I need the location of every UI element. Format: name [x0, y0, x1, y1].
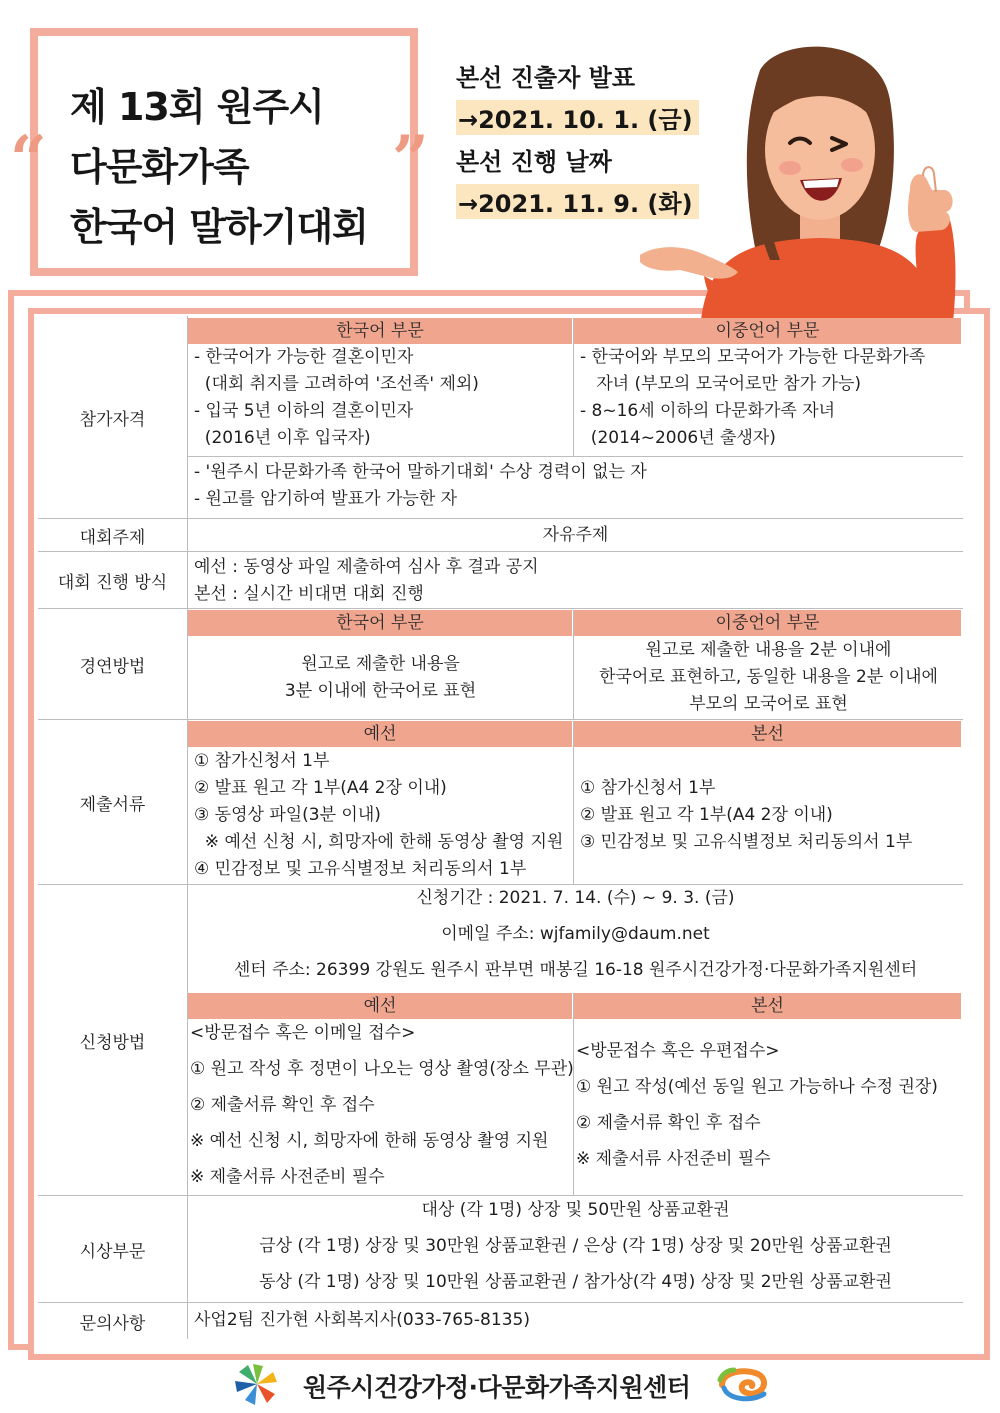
documents-prelim-line: ④ 민감정보 및 고유식별정보 처리동의서 1부: [194, 859, 527, 879]
application-prelim-line: ※ 예선 신청 시, 희망자에 한해 동영상 촬영 지원: [190, 1131, 549, 1151]
awards-row: [38, 1196, 963, 1303]
footer: [0, 1362, 1000, 1406]
contact-label: 문의사항: [38, 1303, 188, 1339]
eligibility-bilingual-line: (2014~2006년 출생자): [580, 428, 776, 448]
application-email: 이메일 주소: wjfamily@daum.net: [441, 924, 710, 944]
application-final-header: 본선: [574, 993, 961, 1019]
center-logo-swirl-icon: [714, 1366, 776, 1404]
center-name: 원주시건강가정·다문화가족지원센터: [303, 1373, 691, 1402]
final-round-label: 본선 진행 날짜: [456, 148, 612, 176]
documents-prelim-line: ※ 예선 신청 시, 희망자에 한해 동영상 촬영 지원: [194, 832, 564, 852]
row-divider: [188, 456, 963, 457]
eligibility-label: 참가자격: [38, 316, 188, 518]
documents-final-header: 본선: [574, 721, 961, 747]
contest-korean-header: 한국어 부문: [188, 610, 572, 636]
quote-close-mark: ”: [392, 122, 429, 197]
application-label: 신청방법: [38, 885, 188, 1195]
theme-value: 자유주제: [542, 525, 609, 545]
eligibility-bilingual-line: 자녀 (부모의 모국어로만 참가 가능): [580, 374, 861, 394]
method-line: 예선 : 동영상 파일 제출하여 심사 후 결과 공지: [194, 557, 539, 577]
application-prelim-line: ② 제출서류 확인 후 접수: [190, 1095, 375, 1115]
eligibility-bilingual-header: 이중언어 부문: [574, 318, 961, 344]
application-final-line: ② 제출서류 확인 후 접수: [576, 1113, 761, 1133]
documents-prelim-line: ① 참가신청서 1부: [194, 751, 330, 771]
column-divider: [573, 993, 574, 1196]
contest-korean-line: 원고로 제출한 내용을: [301, 654, 460, 674]
eligibility-korean-header: 한국어 부문: [188, 318, 572, 344]
theme-row: [38, 519, 963, 552]
title-line-2: 다문화가족: [70, 145, 249, 189]
contest-korean-line: 3분 이내에 한국어로 표현: [284, 681, 477, 701]
documents-prelim-line: ② 발표 원고 각 1부(A4 2장 이내): [194, 778, 447, 798]
contest-bilingual-line: 원고로 제출한 내용을 2분 이내에: [645, 640, 892, 660]
eligibility-korean-line: - 한국어가 가능한 결혼이민자: [194, 347, 414, 367]
title-line-3: 한국어 말하기대회: [70, 205, 368, 249]
eligibility-korean-line: (2016년 이후 입국자): [194, 428, 371, 448]
method-line: 본선 : 실시간 비대면 대회 진행: [194, 584, 424, 604]
contest-label: 경연방법: [38, 609, 188, 719]
contest-row: [38, 609, 963, 720]
final-list-label: 본선 진출자 발표: [456, 64, 635, 92]
documents-prelim-line: ③ 동영상 파일(3분 이내): [194, 805, 381, 825]
theme-label: 대회주제: [38, 519, 188, 551]
final-list-date: →2021. 10. 1. (금): [456, 100, 699, 135]
application-final-line: ① 원고 작성(예선 동일 원고 가능하나 수정 권장): [576, 1077, 938, 1097]
application-final-line: ※ 제출서류 사전준비 필수: [576, 1149, 771, 1169]
contest-bilingual-header: 이중언어 부문: [574, 610, 961, 636]
application-prelim-line: ① 원고 작성 후 정면이 나오는 영상 촬영(장소 무관): [190, 1059, 574, 1079]
documents-label: 제출서류: [38, 720, 188, 884]
eligibility-bilingual-line: - 8~16세 이하의 다문화가족 자녀: [580, 401, 836, 421]
eligibility-common-line: - 원고를 암기하여 발표가 가능한 자: [194, 489, 458, 509]
documents-prelim-header: 예선: [188, 721, 572, 747]
awards-line: 동상 (각 1명) 상장 및 10만원 상품교환권 / 참가상(각 4명) 상장 및 2만원 상품교환권: [259, 1272, 892, 1292]
column-divider: [573, 318, 574, 457]
method-row: [38, 552, 963, 609]
awards-line: 대상 (각 1명) 상장 및 50만원 상품교환권: [421, 1200, 730, 1220]
application-prelim-line: ※ 제출서류 사전준비 필수: [190, 1167, 385, 1187]
application-prelim-line: <방문접수 혹은 이메일 접수>: [190, 1023, 416, 1043]
awards-label: 시상부문: [38, 1196, 188, 1302]
woman-thumbs-up-illustration: [620, 40, 980, 330]
documents-final-line: ① 참가신청서 1부: [580, 778, 716, 798]
quote-open-mark: “: [10, 122, 47, 197]
eligibility-row: [38, 316, 963, 519]
title-line-1: 제 13회 원주시: [70, 85, 324, 129]
contact-value: 사업2팀 진가현 사회복지사(033-765-8135): [194, 1310, 530, 1330]
contact-row: [38, 1303, 963, 1339]
awards-line: 금상 (각 1명) 상장 및 30만원 상품교환권 / 은상 (각 1명) 상장 및 20만원 상품교환권: [259, 1236, 892, 1256]
method-label: 대회 진행 방식: [38, 552, 188, 608]
eligibility-common-line: - '원주시 다문화가족 한국어 말하기대회' 수상 경력이 없는 자: [194, 462, 647, 482]
documents-final-line: ② 발표 원고 각 1부(A4 2장 이내): [580, 805, 833, 825]
column-divider: [573, 721, 574, 885]
application-address: 센터 주소: 26399 강원도 원주시 판부면 매봉길 16-18 원주시건강가정·다문화가족지원센터: [233, 960, 918, 980]
application-period: 신청기간 : 2021. 7. 14. (수) ~ 9. 3. (금): [416, 888, 735, 908]
eligibility-korean-line: - 입국 5년 이하의 결혼이민자: [194, 401, 414, 421]
contest-bilingual-line: 한국어로 표현하고, 동일한 내용을 2분 이내에: [599, 667, 938, 687]
center-logo-pinwheel-icon: [226, 1362, 288, 1406]
eligibility-bilingual-line: - 한국어와 부모의 모국어가 가능한 다문화가족: [580, 347, 926, 367]
contest-bilingual-line: 부모의 모국어로 표현: [689, 694, 848, 714]
application-row: [38, 885, 963, 1196]
documents-row: [38, 720, 963, 885]
application-prelim-header: 예선: [188, 993, 572, 1019]
title-box: [30, 28, 418, 276]
eligibility-korean-line: (대회 취지를 고려하여 '조선족' 제외): [194, 374, 479, 394]
final-round-date: →2021. 11. 9. (화): [456, 184, 699, 219]
documents-final-line: ③ 민감정보 및 고유식별정보 처리동의서 1부: [580, 832, 913, 852]
application-final-line: <방문접수 혹은 우편접수>: [576, 1041, 780, 1061]
